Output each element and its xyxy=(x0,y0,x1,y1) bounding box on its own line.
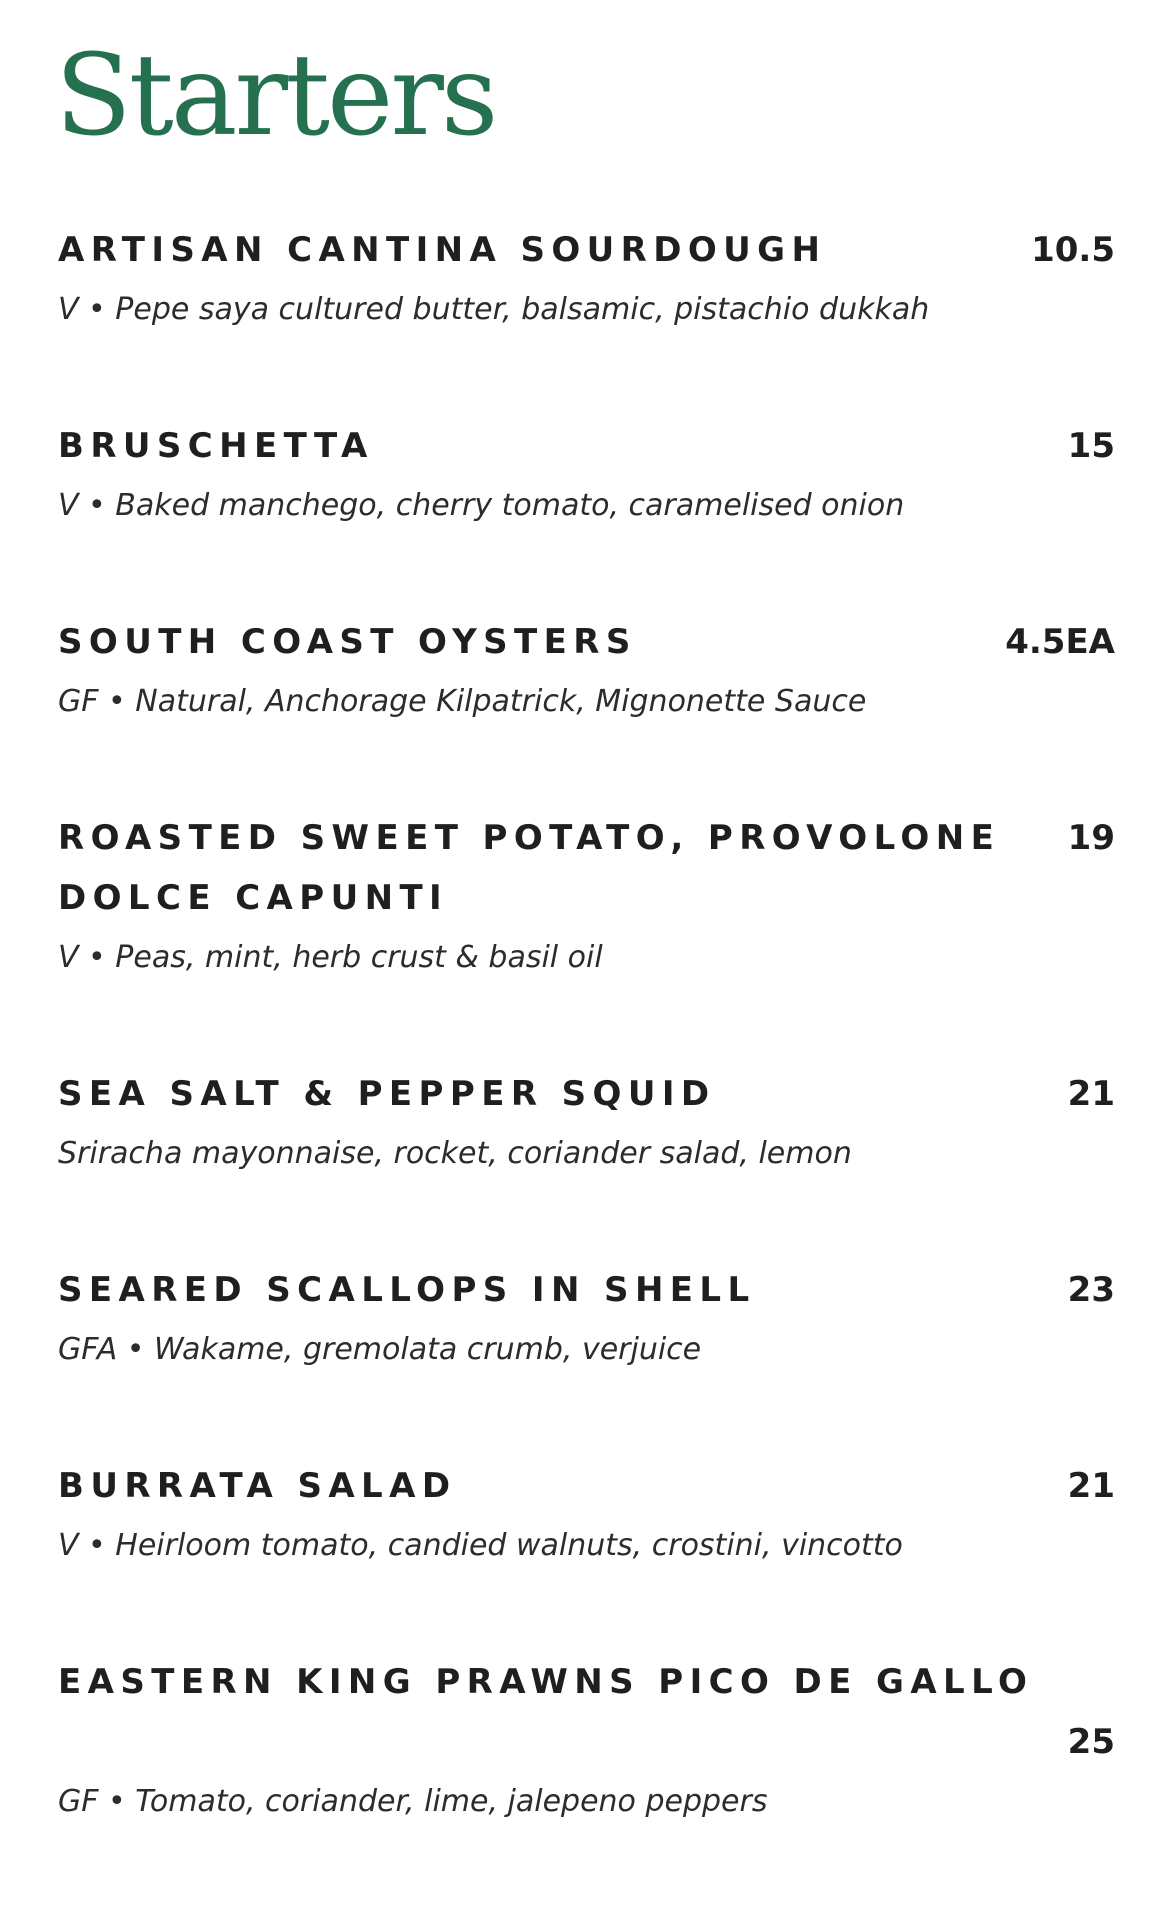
item-name: BRUSCHETTA xyxy=(58,426,374,466)
item-name: BURRATA SALAD xyxy=(58,1466,457,1506)
item-name: SOUTH COAST OYSTERS xyxy=(58,622,637,662)
item-description: GF • Tomato, coriander, lime, jalepeno peppers xyxy=(58,1784,768,1819)
item-name: ROASTED SWEET POTATO, PROVOLONE DOLCE CAPUNTI xyxy=(58,818,1001,918)
item-name: SEA SALT & PEPPER SQUID xyxy=(58,1074,716,1114)
item-name: EASTERN KING PRAWNS PICO DE GALLO xyxy=(58,1662,1034,1702)
item-price: 21 xyxy=(1067,1466,1115,1506)
item-price: 15 xyxy=(1067,426,1115,466)
item-price: 4.5EA xyxy=(1005,622,1115,662)
item-price: 21 xyxy=(1067,1074,1115,1114)
item-description: V • Baked manchego, cherry tomato, caramelised onion xyxy=(58,488,905,523)
item-price: 19 xyxy=(1067,818,1115,858)
item-description: V • Pepe saya cultured butter, balsamic, pistachio dukkah xyxy=(58,292,930,327)
item-description: V • Peas, mint, herb crust & basil oil xyxy=(58,940,603,975)
section-title: Starters xyxy=(55,31,496,161)
item-description: GFA • Wakame, gremolata crumb, verjuice xyxy=(58,1332,702,1367)
item-description: Sriracha mayonnaise, rocket, coriander salad, lemon xyxy=(58,1136,852,1171)
item-price: 23 xyxy=(1067,1270,1115,1310)
item-price: 25 xyxy=(1067,1722,1115,1762)
item-description: V • Heirloom tomato, candied walnuts, crostini, vincotto xyxy=(58,1528,903,1563)
item-name: SEARED SCALLOPS IN SHELL xyxy=(58,1270,756,1310)
item-description: GF • Natural, Anchorage Kilpatrick, Mignonette Sauce xyxy=(58,684,867,719)
item-price: 10.5 xyxy=(1031,230,1115,270)
item-name: ARTISAN CANTINA SOURDOUGH xyxy=(58,230,827,270)
